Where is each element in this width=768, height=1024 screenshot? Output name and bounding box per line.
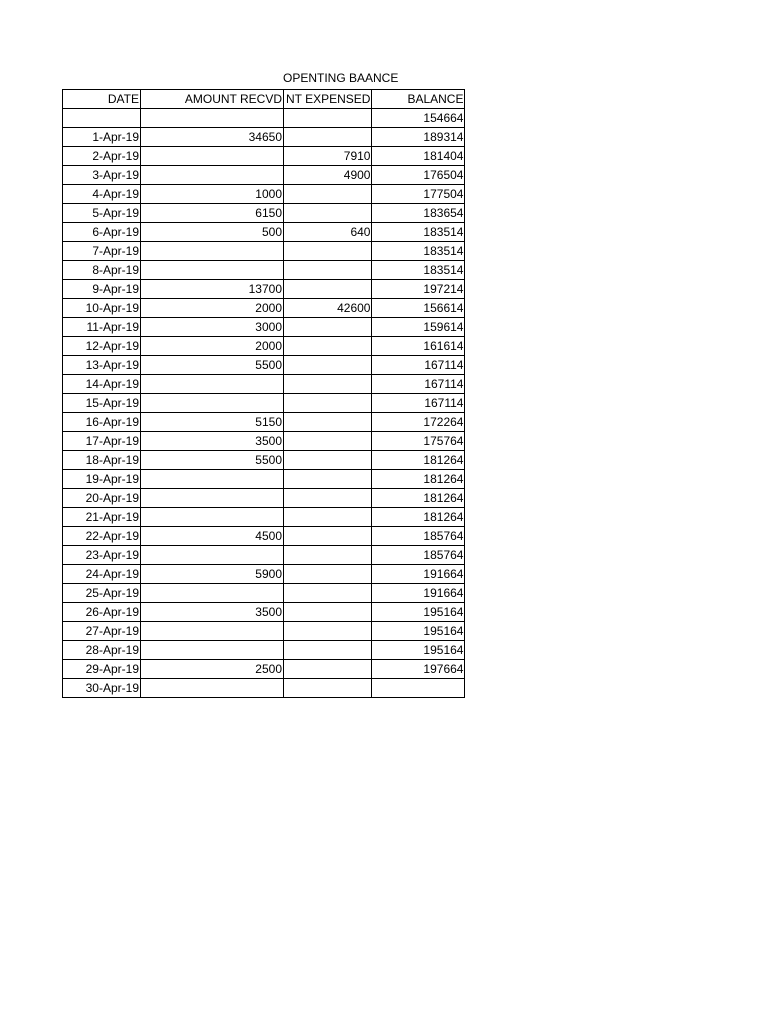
cell-amount-expensed[interactable]: [284, 546, 372, 565]
cell-date[interactable]: 3-Apr-19: [63, 166, 141, 185]
cell-amount-expensed[interactable]: [284, 413, 372, 432]
table-row: [63, 508, 465, 527]
cell-amount-expensed[interactable]: 42600: [284, 299, 372, 318]
cell-balance[interactable]: 167114: [372, 356, 465, 375]
cell-balance[interactable]: 191664: [372, 584, 465, 603]
cell-amount-received[interactable]: 3000: [141, 318, 284, 337]
cell-balance[interactable]: 197664: [372, 660, 465, 679]
header-amount-received[interactable]: AMOUNT RECVD: [141, 90, 284, 109]
cell-amount-received[interactable]: [141, 261, 284, 280]
cell-amount-received[interactable]: [141, 508, 284, 527]
cell-amount-received[interactable]: [141, 489, 284, 508]
cell-amount-received[interactable]: 5150: [141, 413, 284, 432]
cell-amount-received[interactable]: 1000: [141, 185, 284, 204]
cell-amount-expensed[interactable]: [284, 527, 372, 546]
cell-amount-expensed[interactable]: [284, 584, 372, 603]
cell-amount-expensed[interactable]: [284, 356, 372, 375]
cell-amount-expensed[interactable]: [284, 603, 372, 622]
table-row: [63, 489, 465, 508]
cell-amount-received[interactable]: [141, 584, 284, 603]
table-row: [63, 204, 465, 223]
table-row: [63, 679, 465, 698]
table-row: [63, 242, 465, 261]
cell-amount-expensed[interactable]: [284, 394, 372, 413]
cell-date[interactable]: 18-Apr-19: [63, 451, 141, 470]
cell-date[interactable]: 22-Apr-19: [63, 527, 141, 546]
cell-date[interactable]: 8-Apr-19: [63, 261, 141, 280]
cell-balance[interactable]: 175764: [372, 432, 465, 451]
table-row: [63, 166, 465, 185]
table-row: [63, 280, 465, 299]
cell-amount-expensed[interactable]: 4900: [284, 166, 372, 185]
cell-amount-expensed[interactable]: [284, 641, 372, 660]
cell-balance[interactable]: 161614: [372, 337, 465, 356]
cell-amount-received[interactable]: 13700: [141, 280, 284, 299]
cell-amount-received[interactable]: 5900: [141, 565, 284, 584]
cell-date[interactable]: 10-Apr-19: [63, 299, 141, 318]
cell-balance[interactable]: [372, 679, 465, 698]
cell-date[interactable]: 19-Apr-19: [63, 470, 141, 489]
cell-amount-expensed[interactable]: [284, 242, 372, 261]
cell-amount-received[interactable]: 2000: [141, 299, 284, 318]
cell-balance[interactable]: 181264: [372, 508, 465, 527]
cell-amount-received[interactable]: [141, 109, 284, 128]
cell-balance[interactable]: 181264: [372, 451, 465, 470]
cell-amount-received[interactable]: 3500: [141, 432, 284, 451]
cell-date[interactable]: [63, 109, 141, 128]
table-row: [63, 584, 465, 603]
table-row: [63, 394, 465, 413]
cell-date[interactable]: 7-Apr-19: [63, 242, 141, 261]
cell-balance[interactable]: 191664: [372, 565, 465, 584]
cell-balance[interactable]: 167114: [372, 375, 465, 394]
cell-balance[interactable]: 176504: [372, 166, 465, 185]
cell-amount-expensed[interactable]: [284, 280, 372, 299]
table-row: [63, 299, 465, 318]
cell-amount-expensed[interactable]: [284, 204, 372, 223]
cell-amount-received[interactable]: [141, 546, 284, 565]
cell-amount-expensed[interactable]: [284, 622, 372, 641]
cell-amount-received[interactable]: 5500: [141, 451, 284, 470]
cell-balance[interactable]: 177504: [372, 185, 465, 204]
cell-date[interactable]: 21-Apr-19: [63, 508, 141, 527]
cell-amount-received[interactable]: 500: [141, 223, 284, 242]
cell-date[interactable]: 2-Apr-19: [63, 147, 141, 166]
cell-balance[interactable]: 181404: [372, 147, 465, 166]
cell-date[interactable]: 29-Apr-19: [63, 660, 141, 679]
cell-date[interactable]: 9-Apr-19: [63, 280, 141, 299]
cell-amount-expensed[interactable]: 7910: [284, 147, 372, 166]
cell-balance[interactable]: 172264: [372, 413, 465, 432]
table-row: [63, 622, 465, 641]
cell-date[interactable]: 20-Apr-19: [63, 489, 141, 508]
cell-amount-expensed[interactable]: [284, 375, 372, 394]
table-row: [63, 565, 465, 584]
cell-balance[interactable]: 159614: [372, 318, 465, 337]
cell-date[interactable]: 15-Apr-19: [63, 394, 141, 413]
table-row: [63, 223, 465, 242]
cell-amount-received[interactable]: [141, 470, 284, 489]
cell-balance[interactable]: 195164: [372, 603, 465, 622]
cell-balance[interactable]: 183514: [372, 261, 465, 280]
cell-date[interactable]: 1-Apr-19: [63, 128, 141, 147]
cell-date[interactable]: 12-Apr-19: [63, 337, 141, 356]
cell-balance[interactable]: 167114: [372, 394, 465, 413]
cell-amount-expensed[interactable]: [284, 679, 372, 698]
cell-date[interactable]: 25-Apr-19: [63, 584, 141, 603]
cell-amount-expensed[interactable]: [284, 489, 372, 508]
table-row: [63, 546, 465, 565]
cell-balance[interactable]: 181264: [372, 489, 465, 508]
cell-amount-expensed[interactable]: [284, 508, 372, 527]
ledger-table: [62, 89, 465, 698]
cell-balance[interactable]: 183514: [372, 223, 465, 242]
cell-balance[interactable]: 185764: [372, 527, 465, 546]
cell-balance[interactable]: 195164: [372, 641, 465, 660]
cell-amount-received[interactable]: [141, 242, 284, 261]
cell-date[interactable]: 6-Apr-19: [63, 223, 141, 242]
cell-balance[interactable]: 183654: [372, 204, 465, 223]
cell-date[interactable]: 24-Apr-19: [63, 565, 141, 584]
cell-amount-expensed[interactable]: [284, 185, 372, 204]
cell-date[interactable]: 28-Apr-19: [63, 641, 141, 660]
table-row: [63, 527, 465, 546]
cell-amount-expensed[interactable]: 640: [284, 223, 372, 242]
cell-amount-expensed[interactable]: [284, 261, 372, 280]
cell-date[interactable]: 26-Apr-19: [63, 603, 141, 622]
table-row: [63, 318, 465, 337]
table-row: [63, 375, 465, 394]
cell-amount-expensed[interactable]: [284, 451, 372, 470]
cell-amount-received[interactable]: [141, 375, 284, 394]
table-row: [63, 413, 465, 432]
ledger-body: [63, 90, 465, 698]
table-row: [63, 261, 465, 280]
cell-date[interactable]: 5-Apr-19: [63, 204, 141, 223]
cell-amount-received[interactable]: 6150: [141, 204, 284, 223]
cell-amount-expensed[interactable]: [284, 432, 372, 451]
cell-date[interactable]: 11-Apr-19: [63, 318, 141, 337]
cell-amount-expensed[interactable]: [284, 128, 372, 147]
table-row: [63, 109, 465, 128]
header-amount-expensed[interactable]: NT EXPENSED: [284, 90, 372, 109]
table-row: [63, 603, 465, 622]
table-row: [63, 147, 465, 166]
table-row: [63, 356, 465, 375]
table-row: [63, 432, 465, 451]
cell-balance[interactable]: 154664: [372, 109, 465, 128]
cell-date[interactable]: 16-Apr-19: [63, 413, 141, 432]
cell-amount-received[interactable]: [141, 166, 284, 185]
cell-balance[interactable]: 181264: [372, 470, 465, 489]
cell-balance[interactable]: 156614: [372, 299, 465, 318]
cell-amount-expensed[interactable]: [284, 318, 372, 337]
table-row: [63, 660, 465, 679]
cell-amount-expensed[interactable]: [284, 337, 372, 356]
table-row: [63, 128, 465, 147]
cell-date[interactable]: 23-Apr-19: [63, 546, 141, 565]
cell-amount-received[interactable]: [141, 679, 284, 698]
cell-amount-received[interactable]: [141, 641, 284, 660]
cell-amount-expensed[interactable]: [284, 660, 372, 679]
table-row: [63, 185, 465, 204]
cell-date[interactable]: 13-Apr-19: [63, 356, 141, 375]
cell-balance[interactable]: 183514: [372, 242, 465, 261]
table-row: [63, 641, 465, 660]
cell-amount-received[interactable]: 34650: [141, 128, 284, 147]
cell-amount-received[interactable]: 2000: [141, 337, 284, 356]
cell-amount-received[interactable]: [141, 147, 284, 166]
cell-balance[interactable]: 195164: [372, 622, 465, 641]
cell-amount-received[interactable]: 2500: [141, 660, 284, 679]
cell-amount-received[interactable]: 5500: [141, 356, 284, 375]
cell-date[interactable]: 30-Apr-19: [63, 679, 141, 698]
cell-amount-expensed[interactable]: [284, 565, 372, 584]
cell-date[interactable]: 27-Apr-19: [63, 622, 141, 641]
cell-balance[interactable]: 185764: [372, 546, 465, 565]
cell-amount-received[interactable]: [141, 394, 284, 413]
cell-amount-received[interactable]: [141, 622, 284, 641]
table-row: [63, 470, 465, 489]
cell-balance[interactable]: 197214: [372, 280, 465, 299]
header-balance[interactable]: BALANCE: [372, 90, 465, 109]
cell-amount-expensed[interactable]: [284, 109, 372, 128]
cell-amount-received[interactable]: 4500: [141, 527, 284, 546]
cell-date[interactable]: 4-Apr-19: [63, 185, 141, 204]
cell-date[interactable]: 14-Apr-19: [63, 375, 141, 394]
cell-balance[interactable]: 189314: [372, 128, 465, 147]
table-row: [63, 451, 465, 470]
cell-amount-received[interactable]: 3500: [141, 603, 284, 622]
opening-balance-caption: OPENTING BAANCE: [283, 71, 399, 85]
table-row: [63, 337, 465, 356]
cell-amount-expensed[interactable]: [284, 470, 372, 489]
header-row: [63, 90, 465, 109]
header-date[interactable]: DATE: [63, 90, 141, 109]
cell-date[interactable]: 17-Apr-19: [63, 432, 141, 451]
